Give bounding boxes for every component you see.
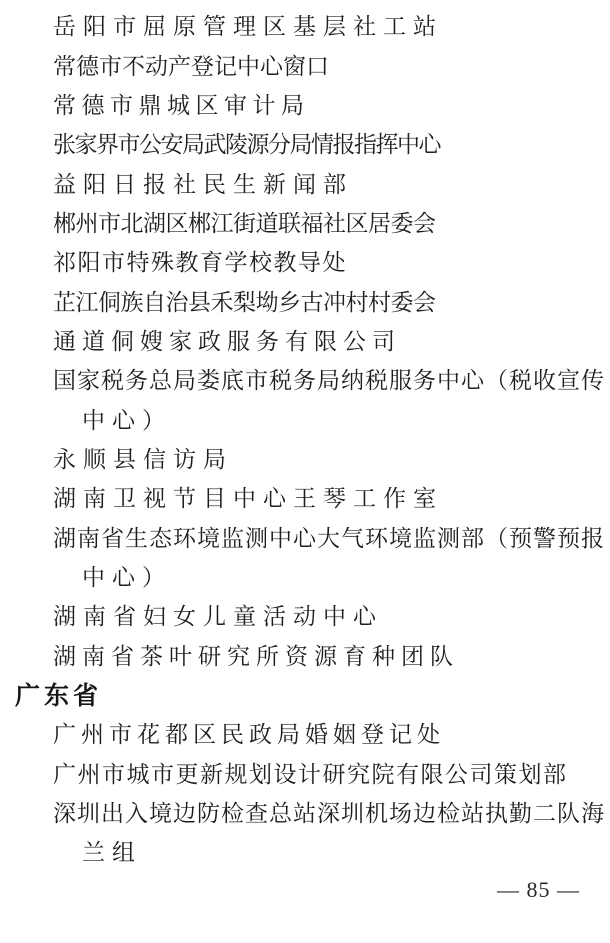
entry-line: 永顺县信访局 [53, 446, 233, 472]
province-heading: 广东省 [15, 681, 103, 710]
entry-line: 通道侗嫂家政服务有限公司 [53, 328, 401, 354]
entry-line: 湖南省茶叶研究所资源育种团队 [53, 643, 459, 669]
entry-line: 广州市城市更新规划设计研究院有限公司策划部 [53, 761, 568, 787]
entry-line: 常德市不动产登记中心窗口 [53, 53, 329, 79]
entry-line: 深圳出入境边防检查总站深圳机场边检站执勤二队海 [53, 801, 605, 827]
entry-line: 岳阳市屈原管理区基层社工站 [53, 14, 443, 40]
entry-line: 中心） [82, 407, 172, 433]
entry-line: 湖南省生态环境监测中心大气环境监测部（预警预报 [53, 525, 605, 551]
entry-line: 益阳日报社民生新闻部 [53, 171, 353, 197]
entry-line: 张家界市公安局武陵源分局情报指挥中心 [53, 132, 440, 158]
entry-line: 兰组 [82, 840, 142, 866]
document-body [0, 5, 610, 871]
entry-line: 常德市鼎城区审计局 [53, 92, 310, 118]
entry-line: 国家税务总局娄底市税务局纳税服务中心（税收宣传 [53, 368, 605, 394]
entry-line: 广州市花都区民政局婚姻登记处 [53, 722, 445, 748]
page-number: — 85 — [497, 877, 580, 903]
entry-line: 湖南卫视节目中心王琴工作室 [53, 486, 443, 512]
entry-line: 芷江侗族自治县禾梨坳乡古冲村村委会 [53, 289, 436, 315]
entry-line: 祁阳市特殊教育学校教导处 [53, 250, 347, 276]
entry-line: 中心） [82, 564, 172, 590]
entry-line: 湖南省妇女儿童活动中心 [53, 604, 383, 630]
entry-line: 郴州市北湖区郴江街道联福社区居委会 [53, 210, 436, 236]
